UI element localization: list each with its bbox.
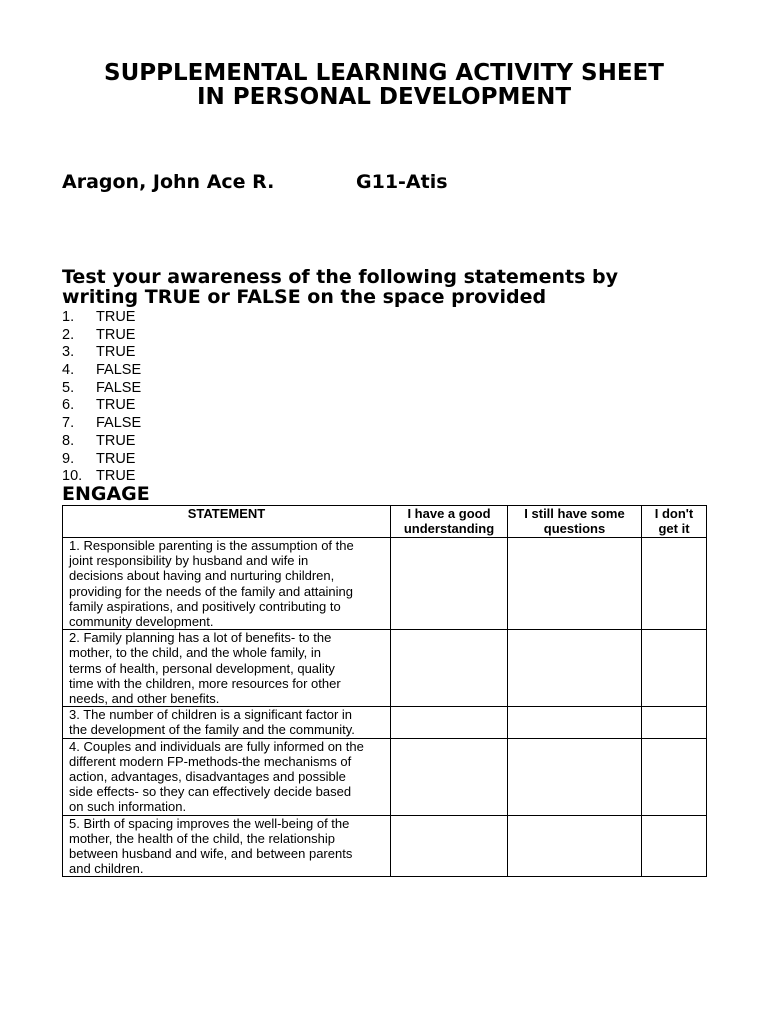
statement-cell: 2. Family planning has a lot of benefits- to the mother, to the child, and the whole family, in terms of health, personal development, quality time with the children, more resources for other needs, and other benefits. [63,630,391,707]
statement-cell: 1. Responsible parenting is the assumption of the joint responsibility by husband and wife in decisions about having and nurturing children, providing for the needs of the family and attaining family aspirations, and positively contributing to community development. [63,538,391,630]
answer-value: TRUE [96,309,136,325]
good-understanding-cell[interactable] [391,630,508,707]
good-understanding-cell[interactable] [391,815,508,877]
table-row [63,815,707,877]
statement-cell: 3. The number of children is a significant factor in the development of the family and the community. [63,707,391,738]
some-questions-cell[interactable] [508,630,642,707]
statement-cell: 4. Couples and individuals are fully informed on the different modern FP-methods-the mechanisms of action, advantages, disadvantages and possible side effects- so they can effectively decide based on such information. [63,738,391,815]
student-section: G11-Atis [356,171,448,193]
good-understanding-cell[interactable] [391,738,508,815]
answer-value: TRUE [96,397,136,414]
dont-get-it-cell[interactable] [642,707,707,738]
engage-heading: ENGAGE [62,483,150,505]
answer-value: TRUE [96,468,136,485]
answer-number: 2. [62,326,75,343]
answer-value: TRUE [96,450,136,467]
answer-value: TRUE [96,432,136,449]
student-info [62,170,448,194]
answer-number: 3. [62,344,75,361]
some-questions-cell[interactable] [508,707,642,738]
answer-value: TRUE [96,326,136,343]
answer-number: 5. [62,379,75,396]
table-row [63,707,707,738]
answer-value: FALSE [96,415,142,432]
table-header-row [63,506,707,538]
answer-number: 7. [62,415,75,432]
header-some-questions: I still have some questions [508,506,642,538]
some-questions-cell[interactable] [508,538,642,630]
answer-value: FALSE [96,379,142,396]
title-line-1: SUPPLEMENTAL LEARNING ACTIVITY SHEET [104,60,664,86]
instructions-line-2: writing TRUE or FALSE on the space provided [62,285,547,308]
header-good-understanding: I have a good understanding [391,506,508,538]
table-row [63,630,707,707]
answer-number: 6. [62,397,75,414]
dont-get-it-cell[interactable] [642,815,707,877]
answer-value: TRUE [96,344,136,361]
answer-value: FALSE [96,362,142,379]
header-dont-get-it: I don't get it [642,506,707,538]
engage-table [62,505,707,877]
statement-cell: 5. Birth of spacing improves the well-being of the mother, the health of the child, the relationship between husband and wife, and between parents and children. [63,815,391,877]
some-questions-cell[interactable] [508,815,642,877]
answer-number: 1. [62,309,75,325]
dont-get-it-cell[interactable] [642,738,707,815]
instructions [62,268,742,307]
good-understanding-cell[interactable] [391,538,508,630]
answer-number: 8. [62,432,75,449]
header-statement: STATEMENT [63,506,391,538]
some-questions-cell[interactable] [508,738,642,815]
title-line-2: IN PERSONAL DEVELOPMENT [196,84,572,110]
table-row [63,738,707,815]
answer-number: 4. [62,362,75,379]
instructions-line-1: Test your awareness of the following statements by [62,266,619,288]
document-title [0,61,768,109]
student-name: Aragon, John Ace R. [62,171,275,193]
answer-number: 9. [62,450,75,467]
good-understanding-cell[interactable] [391,707,508,738]
answer-number: 10. [62,468,83,485]
dont-get-it-cell[interactable] [642,630,707,707]
dont-get-it-cell[interactable] [642,538,707,630]
table-row [63,538,707,630]
